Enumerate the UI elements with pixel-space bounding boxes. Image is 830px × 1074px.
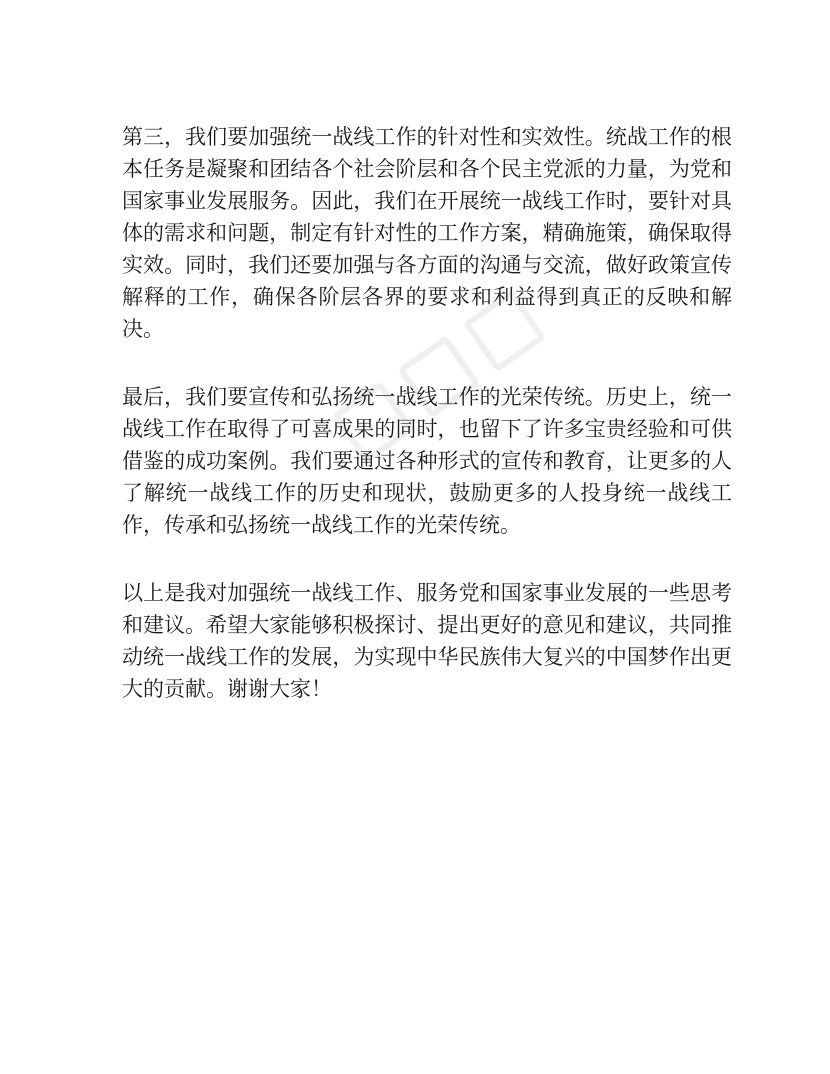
paragraph-conclusion: 以上是我对加强统一战线工作、服务党和国家事业发展的一些思考和建议。希望大家能够积极探讨、提出更好的意见和建议，共同推动统一战线工作的发展，为实现中华民族伟大复兴的中国梦作出更大的贡献。谢谢大家！ (122, 581, 732, 701)
paragraph-third-point: 第三，我们要加强统一战线工作的针对性和实效性。统战工作的根本任务是凝聚和团结各个社会阶层和各个民主党派的力量，为党和国家事业发展服务。因此，我们在开展统一战线工作时，要针对具体的需求和问题，制定有针对性的工作方案，精确施策，确保取得实效。同时，我们还要加强与各方面的沟通与交流，做好政策宣传解释的工作，确保各阶层各界的要求和利益得到真正的反映和解决。 (122, 125, 732, 341)
paragraph-finally: 最后，我们要宣传和弘扬统一战线工作的光荣传统。历史上，统一战线工作在取得了可喜成果的同时，也留下了许多宝贵经验和可供借鉴的成功案例。我们要通过各种形式的宣传和教育，让更多的人了解统一战线工作的历史和现状，鼓励更多的人投身统一战线工作，传承和弘扬统一战线工作的光荣传统。 (122, 385, 732, 537)
document-body (122, 121, 732, 741)
